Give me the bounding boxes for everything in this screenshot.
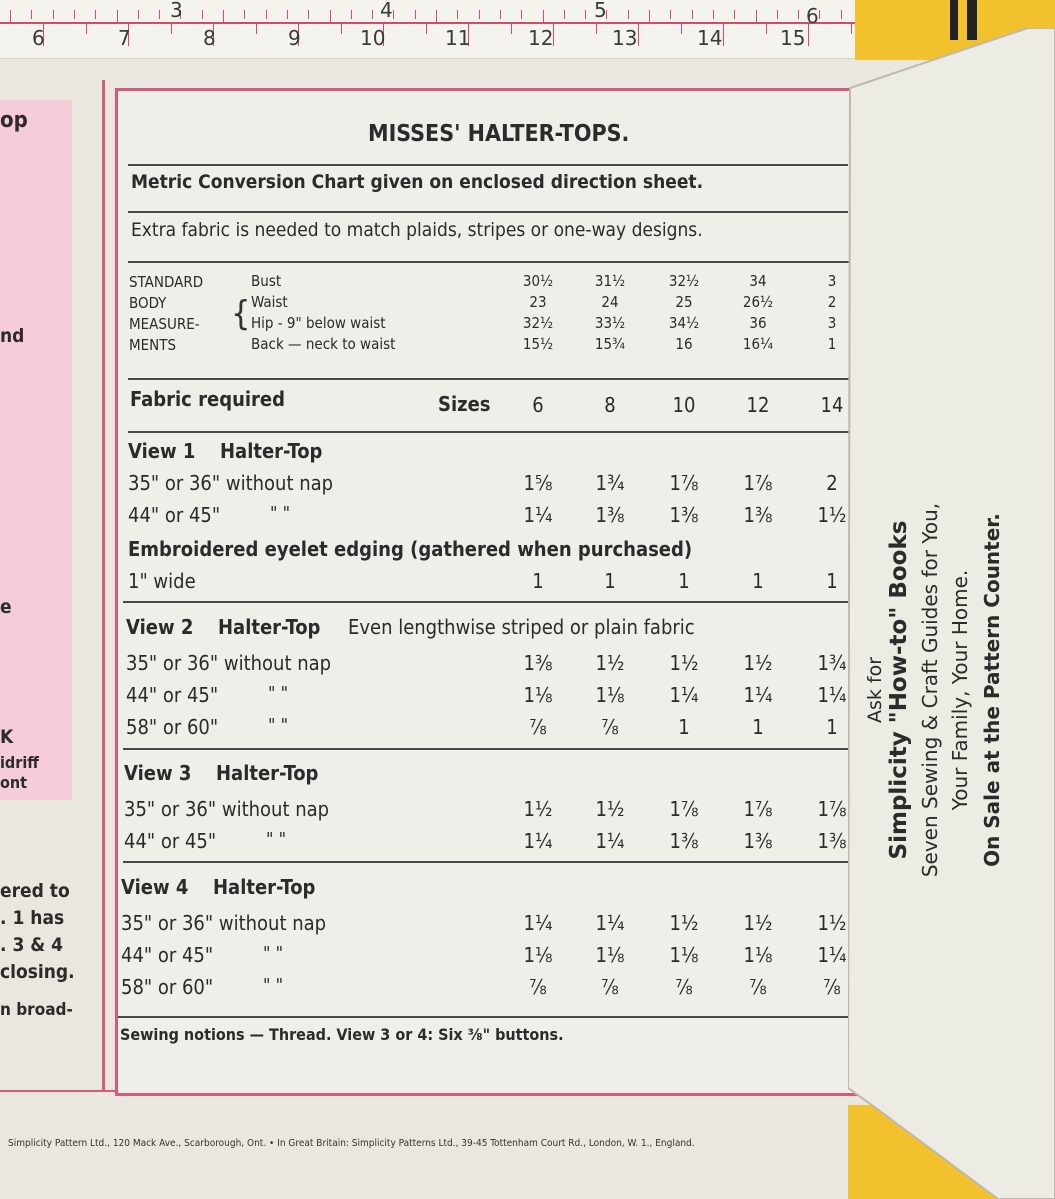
pink-border — [102, 80, 105, 1090]
left-text-fragment: e — [0, 596, 12, 618]
ruler-tick — [596, 24, 597, 34]
ruler-tick — [426, 24, 427, 34]
ruler-tick — [256, 24, 257, 34]
fabric-amount: 1⅜ — [817, 829, 847, 853]
fabric-amount: 1⅞ — [743, 471, 773, 495]
ruler-tick — [479, 10, 480, 19]
fabric-amount: 1⅜ — [595, 503, 625, 527]
ruler-tick — [436, 10, 437, 24]
flap-family: Your Family, Your Home. — [948, 569, 972, 811]
fabric-amount: 1⅛ — [595, 943, 625, 967]
view-name: Halter-Top — [213, 875, 316, 899]
ruler-tick — [585, 10, 586, 19]
ruler-tick — [723, 24, 724, 46]
pink-illustration-panel — [0, 100, 72, 800]
fabric-amount: ⅞ — [601, 715, 619, 739]
ruler-tick — [202, 10, 203, 19]
ruler-tick — [74, 10, 75, 19]
fabric-row-label: 44" or 45" — [121, 943, 214, 967]
measurement-value: 31½ — [594, 272, 626, 290]
size-header: 8 — [604, 393, 616, 417]
fabric-amount: 1¼ — [817, 683, 847, 707]
measurement-value: 3 — [827, 272, 837, 290]
ruler-bottom-number: 12 — [528, 26, 554, 50]
chart-title: MISSES' HALTER-TOPS. — [368, 121, 630, 147]
fabric-amount: ⅞ — [675, 975, 693, 999]
fabric-amount: 1⅝ — [523, 471, 553, 495]
divider — [123, 748, 868, 750]
ruler-tick — [138, 10, 139, 19]
view-title: View 2 — [126, 615, 194, 639]
fabric-amount: 1 — [752, 715, 764, 739]
divider — [123, 601, 868, 603]
divider — [118, 1016, 868, 1018]
fabric-amount: 1⅛ — [523, 683, 553, 707]
measurement-value: 3 — [827, 314, 837, 332]
ruler-tick — [841, 10, 842, 19]
view-note: Even lengthwise striped or plain fabric — [348, 615, 695, 639]
fabric-amount: 1¼ — [595, 829, 625, 853]
ruler-bottom-number: 10 — [360, 26, 386, 50]
size-header: 6 — [532, 393, 544, 417]
fabric-amount: 2 — [826, 471, 838, 495]
fabric-amount: 1⅛ — [523, 943, 553, 967]
ditto-marks: " " — [263, 943, 284, 964]
footer-address: Simplicity Pattern Ltd., 120 Mack Ave., Scarborough, Ont. • In Great Britain: Simplicity Patterns Ltd., 39-45 Tottenham Court Rd., London, W. 1., England. — [8, 1138, 695, 1149]
fabric-amount: 1 — [752, 569, 764, 593]
ruler-tick — [798, 10, 799, 19]
ruler-tick — [756, 10, 757, 24]
fabric-amount: 1¼ — [595, 911, 625, 935]
measurement-value: 16 — [675, 335, 693, 353]
divider — [128, 431, 868, 433]
brace-icon: { — [231, 294, 251, 334]
sewing-notions: Sewing notions — Thread. View 3 or 4: Six ⅜" buttons. — [120, 1025, 564, 1044]
left-text-fragment: closing. — [0, 961, 75, 983]
measurement-label — [129, 272, 203, 356]
ruler-tick — [521, 10, 522, 19]
measurement-value: 34 — [749, 272, 767, 290]
ruler-tick — [638, 24, 639, 46]
ruler-bottom-number: 15 — [780, 26, 806, 50]
ruler-tick — [766, 24, 767, 34]
fabric-row-label: 58" or 60" — [126, 715, 219, 739]
measurement-value: 16¼ — [742, 335, 774, 353]
fabric-amount: ⅞ — [529, 975, 547, 999]
fabric-amount: ⅞ — [529, 715, 547, 739]
ruler-tick — [713, 10, 714, 19]
ruler-tick — [692, 10, 693, 19]
fabric-amount: 1 — [826, 715, 838, 739]
ruler-bottom-number: 13 — [612, 26, 638, 50]
fabric-row-label: 35" or 36" without nap — [126, 651, 332, 675]
measurement-value: 34½ — [668, 314, 700, 332]
fabric-amount: 1⅞ — [817, 797, 847, 821]
ruler-tick — [564, 10, 565, 19]
fabric-amount: 1⅞ — [743, 797, 773, 821]
measurement-value: 32½ — [668, 272, 700, 290]
fabric-row-label: 35" or 36" without nap — [124, 797, 330, 821]
measurement-value: 15½ — [522, 335, 554, 353]
fabric-amount: 1½ — [669, 911, 699, 935]
left-text-fragment: nd — [0, 325, 25, 347]
ditto-marks: " " — [268, 683, 289, 704]
ruler-top-number: 4 — [380, 0, 393, 22]
fabric-amount: 1¼ — [523, 829, 553, 853]
view-title: View 3 — [124, 761, 192, 785]
fabric-row-label: 1" wide — [128, 569, 196, 593]
fabric-amount: 1 — [604, 569, 616, 593]
ruler-tick — [287, 10, 288, 19]
fabric-amount: 1 — [532, 569, 544, 593]
ruler-tick — [393, 10, 394, 19]
ruler-bottom-number: 7 — [118, 26, 131, 50]
fabric-amount: 1½ — [669, 651, 699, 675]
ruler-tick — [500, 10, 501, 19]
ruler-tick — [159, 10, 160, 19]
fabric-amount: ⅞ — [823, 975, 841, 999]
view-name: Halter-Top — [220, 439, 323, 463]
flap-ask: Ask for — [864, 656, 886, 724]
fabric-amount: 1⅛ — [743, 943, 773, 967]
label-line: MEASURE- — [129, 315, 200, 333]
fabric-amount: 1⅜ — [743, 829, 773, 853]
flap-text — [864, 370, 1024, 1010]
fabric-row-label: 35" or 36" without nap — [128, 471, 334, 495]
fabric-chart — [115, 88, 878, 1096]
fabric-amount: 1¼ — [743, 683, 773, 707]
fabric-required-label: Fabric required — [130, 387, 286, 411]
view-name: Halter-Top — [216, 761, 319, 785]
view-title: View 4 — [121, 875, 189, 899]
measurement-value: 26½ — [742, 293, 774, 311]
view-title: View 1 — [128, 439, 196, 463]
ruler-tick — [734, 10, 735, 19]
ruler-tick — [372, 10, 373, 19]
sizes-label: Sizes — [438, 392, 491, 416]
ruler-tick — [351, 10, 352, 19]
measurement-name: Back — neck to waist — [251, 335, 396, 353]
view-name: Halter-Top — [218, 615, 321, 639]
ruler-tick — [86, 24, 87, 34]
ruler-tick — [171, 24, 172, 34]
left-text-fragment: op — [0, 108, 28, 133]
fabric-amount: 1 — [678, 715, 690, 739]
measurement-value: 15¾ — [594, 335, 626, 353]
ruler-tick — [819, 10, 820, 19]
fabric-amount: 1⅞ — [669, 797, 699, 821]
ruler-top-number: 3 — [170, 0, 183, 22]
divider — [128, 378, 868, 380]
ruler-tick — [670, 10, 671, 19]
fabric-amount: ⅞ — [749, 975, 767, 999]
left-text-fragment: . 1 has — [0, 907, 65, 929]
measurement-value: 2 — [827, 293, 837, 311]
ruler-tick — [681, 24, 682, 34]
ruler-tick — [628, 10, 629, 19]
plaids-note: Extra fabric is needed to match plaids, stripes or one-way designs. — [131, 219, 703, 241]
ruler-tick — [777, 10, 778, 19]
left-text-fragment: idriff — [0, 753, 39, 772]
ruler-tick — [53, 10, 54, 19]
fabric-amount: 1¼ — [523, 503, 553, 527]
measurement-value: 30½ — [522, 272, 554, 290]
measurement-value: 1 — [827, 335, 837, 353]
fabric-amount: 1½ — [743, 911, 773, 935]
fabric-amount: 1½ — [817, 911, 847, 935]
size-header: 12 — [746, 393, 770, 417]
ruler-bottom-number: 14 — [697, 26, 723, 50]
ruler-tick — [31, 10, 32, 19]
extra-heading: Embroidered eyelet edging (gathered when purchased) — [128, 537, 693, 561]
ruler-tick — [223, 10, 224, 24]
ditto-marks: " " — [263, 975, 284, 996]
fabric-amount: 1⅞ — [669, 471, 699, 495]
fabric-amount: 1¼ — [523, 911, 553, 935]
fabric-row-label: 44" or 45" — [126, 683, 219, 707]
ruler-bottom-number: 8 — [203, 26, 216, 50]
fabric-amount: 1⅜ — [669, 503, 699, 527]
flap-guides: Seven Sewing & Craft Guides for You, — [918, 502, 942, 878]
measurement-name: Hip - 9" below waist — [251, 314, 386, 332]
ditto-marks: " " — [268, 715, 289, 736]
ruler-tick — [95, 10, 96, 19]
divider — [128, 164, 848, 166]
flap-books: Simplicity "How-to" Books — [886, 520, 912, 860]
divider — [128, 261, 868, 263]
fabric-amount: 1⅜ — [743, 503, 773, 527]
measurement-name: Waist — [251, 293, 288, 311]
fabric-amount: 1⅜ — [523, 651, 553, 675]
left-text-fragment: ont — [0, 773, 28, 792]
left-text-fragment: n broad- — [0, 1000, 73, 1020]
ruler-tick — [10, 10, 11, 24]
left-text-fragment: K — [0, 726, 14, 748]
fabric-amount: 1⅛ — [669, 943, 699, 967]
fabric-amount: 1¼ — [817, 943, 847, 967]
left-text-fragment: . 3 & 4 — [0, 934, 64, 956]
label-line: STANDARD — [129, 273, 204, 291]
fabric-amount: 1¾ — [817, 651, 847, 675]
ruler-tick — [457, 10, 458, 19]
fabric-amount: 1½ — [743, 651, 773, 675]
fabric-row-label: 44" or 45" — [124, 829, 217, 853]
ruler-tick — [415, 10, 416, 19]
ruler-tick — [244, 10, 245, 19]
fabric-amount: 1¾ — [595, 471, 625, 495]
measurement-value: 36 — [749, 314, 767, 332]
fabric-amount: 1½ — [595, 651, 625, 675]
ruler-bottom-number: 6 — [32, 26, 45, 50]
fabric-amount: 1¼ — [669, 683, 699, 707]
ditto-marks: " " — [266, 829, 287, 850]
fabric-amount: 1½ — [523, 797, 553, 821]
metric-note: Metric Conversion Chart given on enclosed direction sheet. — [131, 171, 704, 193]
fabric-row-label: 44" or 45" — [128, 503, 221, 527]
measurement-value: 32½ — [522, 314, 554, 332]
fabric-amount: 1½ — [595, 797, 625, 821]
fabric-amount: 1⅜ — [669, 829, 699, 853]
ruler-tick — [341, 24, 342, 34]
ruler-bottom-number: 9 — [288, 26, 301, 50]
measurement-value: 25 — [675, 293, 693, 311]
label-line: MENTS — [129, 336, 177, 354]
fabric-row-label: 35" or 36" without nap — [121, 911, 327, 935]
left-text-fragment: ered to — [0, 880, 70, 902]
measurement-value: 23 — [529, 293, 547, 311]
size-header: 10 — [672, 393, 696, 417]
fabric-amount: 1⅛ — [595, 683, 625, 707]
fabric-row-label: 58" or 60" — [121, 975, 214, 999]
flap-sale: On Sale at the Pattern Counter. — [980, 513, 1004, 867]
ruler-tick — [266, 10, 267, 19]
ditto-marks: " " — [270, 503, 291, 524]
measurement-value: 33½ — [594, 314, 626, 332]
divider — [128, 211, 848, 213]
ruler-tick — [543, 10, 544, 24]
ruler-tick — [330, 10, 331, 24]
ruler-tick — [308, 10, 309, 19]
ruler-tick — [117, 10, 118, 24]
divider — [123, 861, 868, 863]
ruler-tick — [511, 24, 512, 34]
ruler-top-number: 5 — [594, 0, 607, 22]
ruler-top-number: 6 — [806, 4, 819, 28]
fabric-amount: 1 — [826, 569, 838, 593]
size-header: 14 — [820, 393, 844, 417]
measuring-ruler — [0, 0, 855, 59]
fabric-amount: 1½ — [817, 503, 847, 527]
ruler-tick — [649, 10, 650, 24]
measurement-name: Bust — [251, 272, 282, 290]
label-line: BODY — [129, 294, 167, 312]
fabric-amount: 1 — [678, 569, 690, 593]
measurement-value: 24 — [601, 293, 619, 311]
ruler-bottom-number: 11 — [445, 26, 471, 50]
fabric-amount: ⅞ — [601, 975, 619, 999]
